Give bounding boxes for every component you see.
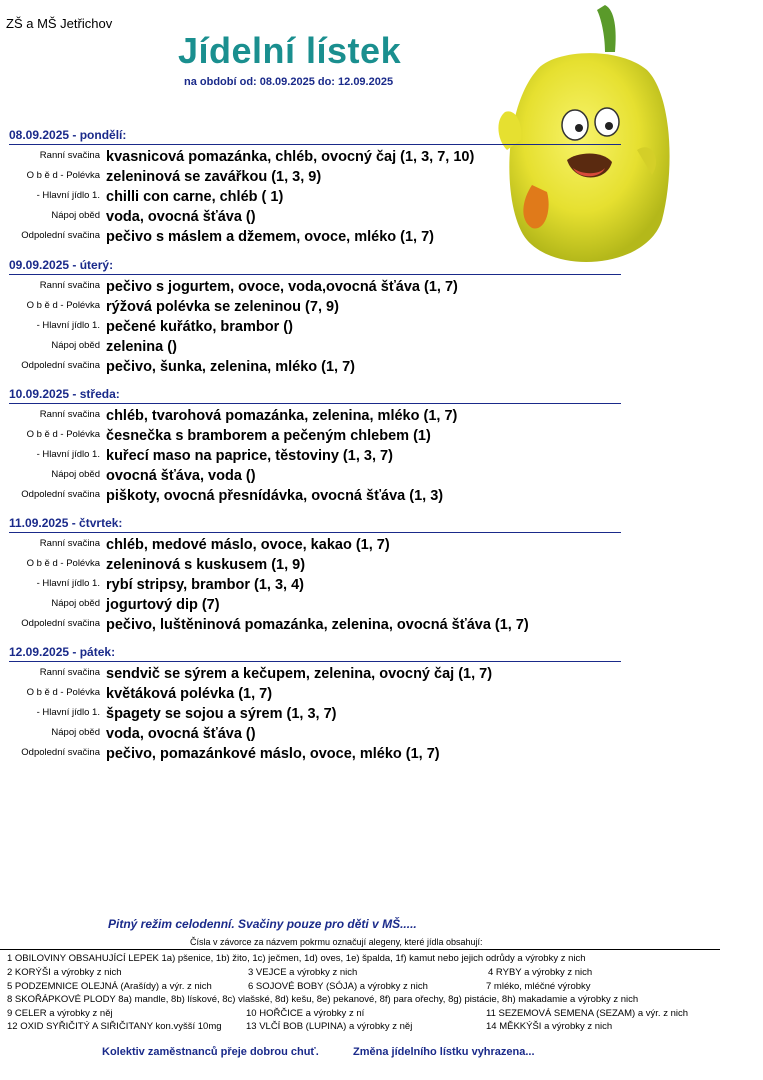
menu-row [0,427,763,447]
meal-text: kuřecí maso na paprice, těstoviny (1, 3, 7) [106,448,393,464]
menu-row [0,358,763,378]
meal-text: zelenina () [106,339,177,355]
meal-label: - Hlavní jídlo 1. [36,190,100,201]
allergen-11: 11 SEZEMOVÁ SEMENA (SEZAM) a výr. z nich [486,1008,689,1019]
menu-row [0,665,763,685]
menu-row [0,576,763,596]
menu-row [0,278,763,298]
meal-text: chléb, medové máslo, ovoce, kakao (1, 7) [106,537,390,553]
day-block [0,128,763,253]
day-divider [9,274,621,275]
day-block [0,387,763,512]
meal-label: Ranní svačina [39,150,100,161]
meal-label: - Hlavní jídlo 1. [36,578,100,589]
school-name: ZŠ a MŠ Jetřichov [6,16,113,31]
period: na období od: 08.09.2025 do: 12.09.2025 [184,76,394,88]
menu-row [0,318,763,338]
menu-row [0,685,763,705]
day-heading: 08.09.2025 - pondělí: [9,128,127,142]
allergen-9: 9 CELER a výrobky z něj [7,1008,113,1019]
allergen-14: 14 MĚKKÝŠI a výrobky z nich [486,1021,613,1032]
meal-text: voda, ovocná šťáva () [106,726,256,742]
meal-text: zeleninová se zavářkou (1, 3, 9) [106,169,322,185]
meal-text: květáková polévka (1, 7) [106,686,273,702]
day-divider [9,144,621,145]
meal-label: Ranní svačina [39,409,100,420]
divider [0,949,720,950]
menu-row [0,447,763,467]
meal-label: - Hlavní jídlo 1. [36,707,100,718]
meal-text: chilli con carne, chléb ( 1) [106,189,284,205]
allergen-1: 1 OBILOVINY OBSAHUJÍCÍ LEPEK 1a) pšenice, 1b) žito, 1c) ječmen, 1d) oves, 1e) špalda, 1f) kamut nebo jejich odrůdy a výrobky z nich [7,953,586,964]
allergen-3: 3 VEJCE a výrobky z nich [248,967,358,978]
meal-label: Odpolední svačina [21,618,100,629]
meal-text: chléb, tvarohová pomazánka, zelenina, mléko (1, 7) [106,408,458,424]
meal-label: O b ě d - Polévka [26,687,100,698]
meal-label: Odpolední svačina [21,489,100,500]
meal-text: piškoty, ovocná přesnídávka, ovocná šťáva (1, 3) [106,488,444,504]
meal-label: Ranní svačina [39,667,100,678]
menu-row [0,705,763,725]
allergen-13: 13 VLČÍ BOB (LUPINA) a výrobky z něj [246,1021,413,1032]
meal-label: - Hlavní jídlo 1. [36,320,100,331]
menu-row [0,338,763,358]
meal-label: - Hlavní jídlo 1. [36,449,100,460]
allergen-4: 4 RYBY a výrobky z nich [488,967,593,978]
drinking-note: Pitný režim celodenní. Svačiny pouze pro děti v MŠ..... [108,917,417,931]
menu-row [0,407,763,427]
allergen-8: 8 SKOŘÁPKOVÉ PLODY 8a) mandle, 8b) lískové, 8c) vlašské, 8d) kešu, 8e) pekanové, 8f) para ořechy, 8g) pistácie, 8h) makadamie a výrobky z nich [7,994,639,1005]
menu-row [0,556,763,576]
meal-label: Nápoj oběd [51,598,100,609]
allergen-2: 2 KORÝŠI a výrobky z nich [7,967,122,978]
menu-row [0,616,763,636]
day-divider [9,661,621,662]
allergen-6: 6 SOJOVÉ BOBY (SÓJA) a výrobky z nich [248,981,428,992]
menu-row [0,467,763,487]
menu-row [0,725,763,745]
day-block [0,516,763,641]
meal-label: O b ě d - Polévka [26,170,100,181]
meal-text: zeleninová s kuskusem (1, 9) [106,557,306,573]
allergen-5: 5 PODZEMNICE OLEJNÁ (Arašídy) a výr. z nich [7,981,212,992]
day-heading: 12.09.2025 - pátek: [9,645,116,659]
day-heading: 11.09.2025 - čtvrtek: [9,516,123,530]
menu-row [0,596,763,616]
meal-label: Nápoj oběd [51,727,100,738]
meal-label: Odpolední svačina [21,747,100,758]
meal-label: Ranní svačina [39,280,100,291]
meal-text: pečivo s jogurtem, ovoce, voda,ovocná šťáva (1, 7) [106,279,458,295]
meal-label: Nápoj oběd [51,469,100,480]
meal-label: Nápoj oběd [51,340,100,351]
meal-text: jogurtový dip (7) [106,597,220,613]
day-block [0,645,763,770]
meal-label: O b ě d - Polévka [26,558,100,569]
meal-text: špagety se sojou a sýrem (1, 3, 7) [106,706,337,722]
meal-label: Odpolední svačina [21,360,100,371]
meal-text: pečivo s máslem a džemem, ovoce, mléko (1, 7) [106,229,435,245]
meal-text: voda, ovocná šťáva () [106,209,256,225]
day-heading: 09.09.2025 - úterý: [9,258,114,272]
day-block [0,258,763,383]
meal-label: O b ě d - Polévka [26,429,100,440]
menu-row [0,188,763,208]
meal-label: Odpolední svačina [21,230,100,241]
footer-disclaimer: Změna jídelního lístku vyhrazena... [353,1046,535,1058]
meal-text: rybí stripsy, brambor (1, 3, 4) [106,577,304,593]
allergen-intro: Čísla v závorce za názvem pokrmu označují alegeny, které jídla obsahují: [190,937,483,947]
menu-row [0,228,763,248]
meal-text: pečené kuřátko, brambor () [106,319,293,335]
day-heading: 10.09.2025 - středa: [9,387,120,401]
meal-label: O b ě d - Polévka [26,300,100,311]
allergen-7: 7 mléko, mléčné výrobky [486,981,591,992]
menu-row [0,745,763,765]
meal-text: pečivo, luštěninová pomazánka, zelenina, ovocná šťáva (1, 7) [106,617,529,633]
menu-row [0,168,763,188]
meal-text: sendvič se sýrem a kečupem, zelenina, ovocný čaj (1, 7) [106,666,493,682]
page-title: Jídelní lístek [178,30,402,71]
meal-text: kvasnicová pomazánka, chléb, ovocný čaj (1, 3, 7, 10) [106,149,475,165]
meal-text: česnečka s bramborem a pečeným chlebem (1) [106,428,431,444]
meal-text: pečivo, šunka, zelenina, mléko (1, 7) [106,359,356,375]
allergen-12: 12 OXID SYŘIČITÝ A SIŘIČITANY kon.vyšší 10mg [7,1021,222,1032]
footer-greeting: Kolektiv zaměstnanců přeje dobrou chuť. [102,1046,319,1058]
menu-row [0,148,763,168]
day-divider [9,403,621,404]
menu-row [0,208,763,228]
meal-label: Nápoj oběd [51,210,100,221]
menu-row [0,536,763,556]
meal-label: Ranní svačina [39,538,100,549]
day-divider [9,532,621,533]
meal-text: pečivo, pomazánkové máslo, ovoce, mléko (1, 7) [106,746,440,762]
allergen-10: 10 HOŘČICE a výrobky z ní [246,1008,365,1019]
menu-row [0,298,763,318]
meal-text: ovocná šťáva, voda () [106,468,256,484]
menu-row [0,487,763,507]
meal-text: rýžová polévka se zeleninou (7, 9) [106,299,339,315]
